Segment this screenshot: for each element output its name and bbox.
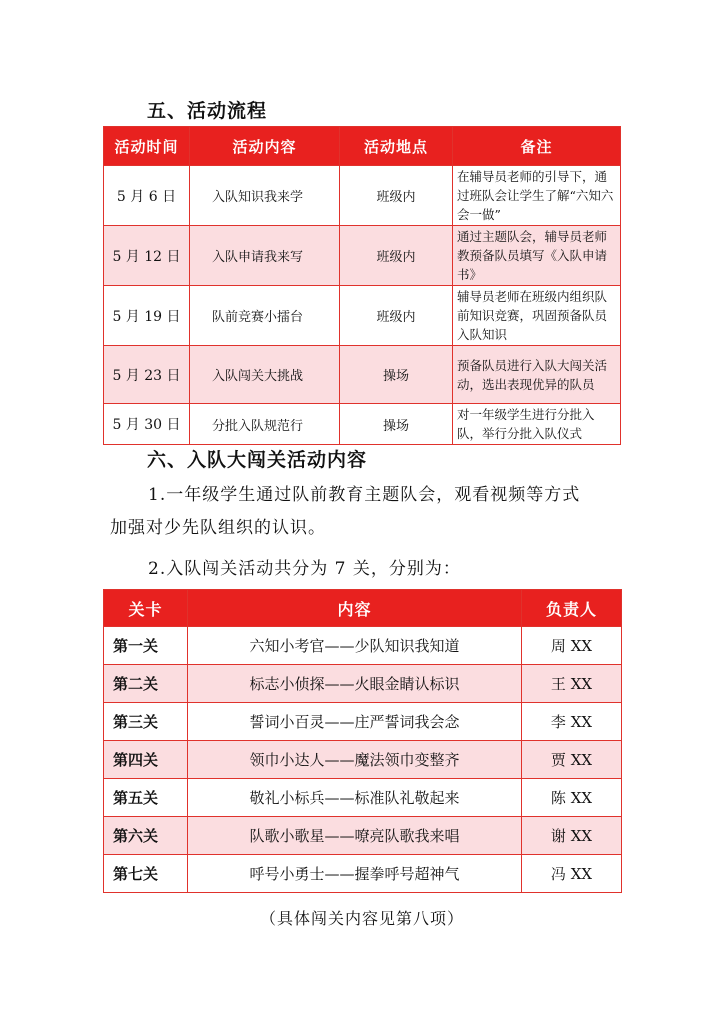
row-date: 5 月 6 日 [104, 166, 190, 226]
row-content: 队前竞赛小擂台 [190, 286, 340, 346]
row-content: 队歌小歌星——嘹亮队歌我来唱 [188, 817, 522, 855]
header-content: 内容 [188, 590, 522, 627]
paragraph-1-line-1: 1.一年级学生通过队前教育主题队会，观看视频等方式 [148, 485, 581, 505]
row-note: 辅导员老师在班级内组织队前知识竞赛，巩固预备队员入队知识 [453, 286, 621, 346]
row-place: 操场 [340, 404, 453, 445]
row-level: 第五关 [104, 779, 188, 817]
row-date: 5 月 19 日 [104, 286, 190, 346]
row-content: 呼号小勇士——握拳呼号超神气 [188, 855, 522, 893]
section-6-heading: 六、入队大闯关活动内容 [147, 449, 368, 471]
header-time: 活动时间 [104, 127, 190, 166]
row-level: 第七关 [104, 855, 188, 893]
table-row [104, 627, 622, 665]
table-row [104, 665, 622, 703]
table-row [104, 226, 621, 286]
row-date: 5 月 23 日 [104, 346, 190, 404]
row-content: 敬礼小标兵——标准队礼敬起来 [188, 779, 522, 817]
row-level: 第一关 [104, 627, 188, 665]
row-person: 王 XX [522, 665, 622, 703]
row-content: 入队闯关大挑战 [190, 346, 340, 404]
challenge-levels-table [103, 589, 622, 893]
row-person: 贾 XX [522, 741, 622, 779]
section-5-heading: 五、活动流程 [147, 100, 268, 122]
table-row [104, 286, 621, 346]
row-level: 第三关 [104, 703, 188, 741]
table-row [104, 166, 621, 226]
paragraph-2: 2.入队闯关活动共分为 7 关，分别为： [148, 559, 461, 579]
row-note: 预备队员进行入队大闯关活动，选出表现优异的队员 [453, 346, 621, 404]
table-row [104, 346, 621, 404]
row-place: 班级内 [340, 166, 453, 226]
header-level: 关卡 [104, 590, 188, 627]
row-person: 李 XX [522, 703, 622, 741]
row-level: 第二关 [104, 665, 188, 703]
table-header-row [104, 127, 621, 166]
table-row [104, 741, 622, 779]
row-content: 领巾小达人——魔法领巾变整齐 [188, 741, 522, 779]
paragraph-1-line-2: 加强对少先队组织的认识。 [110, 518, 326, 538]
table-row [104, 703, 622, 741]
row-date: 5 月 30 日 [104, 404, 190, 445]
row-note: 对一年级学生进行分批入队，举行分批入队仪式 [453, 404, 621, 445]
header-content: 活动内容 [190, 127, 340, 166]
row-person: 周 XX [522, 627, 622, 665]
activity-schedule-table [103, 126, 621, 445]
row-person: 陈 XX [522, 779, 622, 817]
row-level: 第六关 [104, 817, 188, 855]
row-content: 六知小考官——少队知识我知道 [188, 627, 522, 665]
row-content: 入队知识我来学 [190, 166, 340, 226]
header-note: 备注 [453, 127, 621, 166]
table-row [104, 817, 622, 855]
table-row [104, 404, 621, 445]
table-caption: （具体闯关内容见第八项） [259, 909, 464, 928]
row-person: 冯 XX [522, 855, 622, 893]
row-note: 在辅导员老师的引导下，通过班队会让学生了解“六知六会一做” [453, 166, 621, 226]
table-row [104, 855, 622, 893]
row-content: 誓词小百灵——庄严誓词我会念 [188, 703, 522, 741]
row-note: 通过主题队会，辅导员老师教预备队员填写《入队申请书》 [453, 226, 621, 286]
table-row [104, 779, 622, 817]
header-person: 负责人 [522, 590, 622, 627]
row-date: 5 月 12 日 [104, 226, 190, 286]
row-content: 入队申请我来写 [190, 226, 340, 286]
row-content: 分批入队规范行 [190, 404, 340, 445]
row-place: 班级内 [340, 226, 453, 286]
row-level: 第四关 [104, 741, 188, 779]
row-place: 操场 [340, 346, 453, 404]
row-person: 谢 XX [522, 817, 622, 855]
table-header-row [104, 590, 622, 627]
row-place: 班级内 [340, 286, 453, 346]
header-place: 活动地点 [340, 127, 453, 166]
row-content: 标志小侦探——火眼金睛认标识 [188, 665, 522, 703]
